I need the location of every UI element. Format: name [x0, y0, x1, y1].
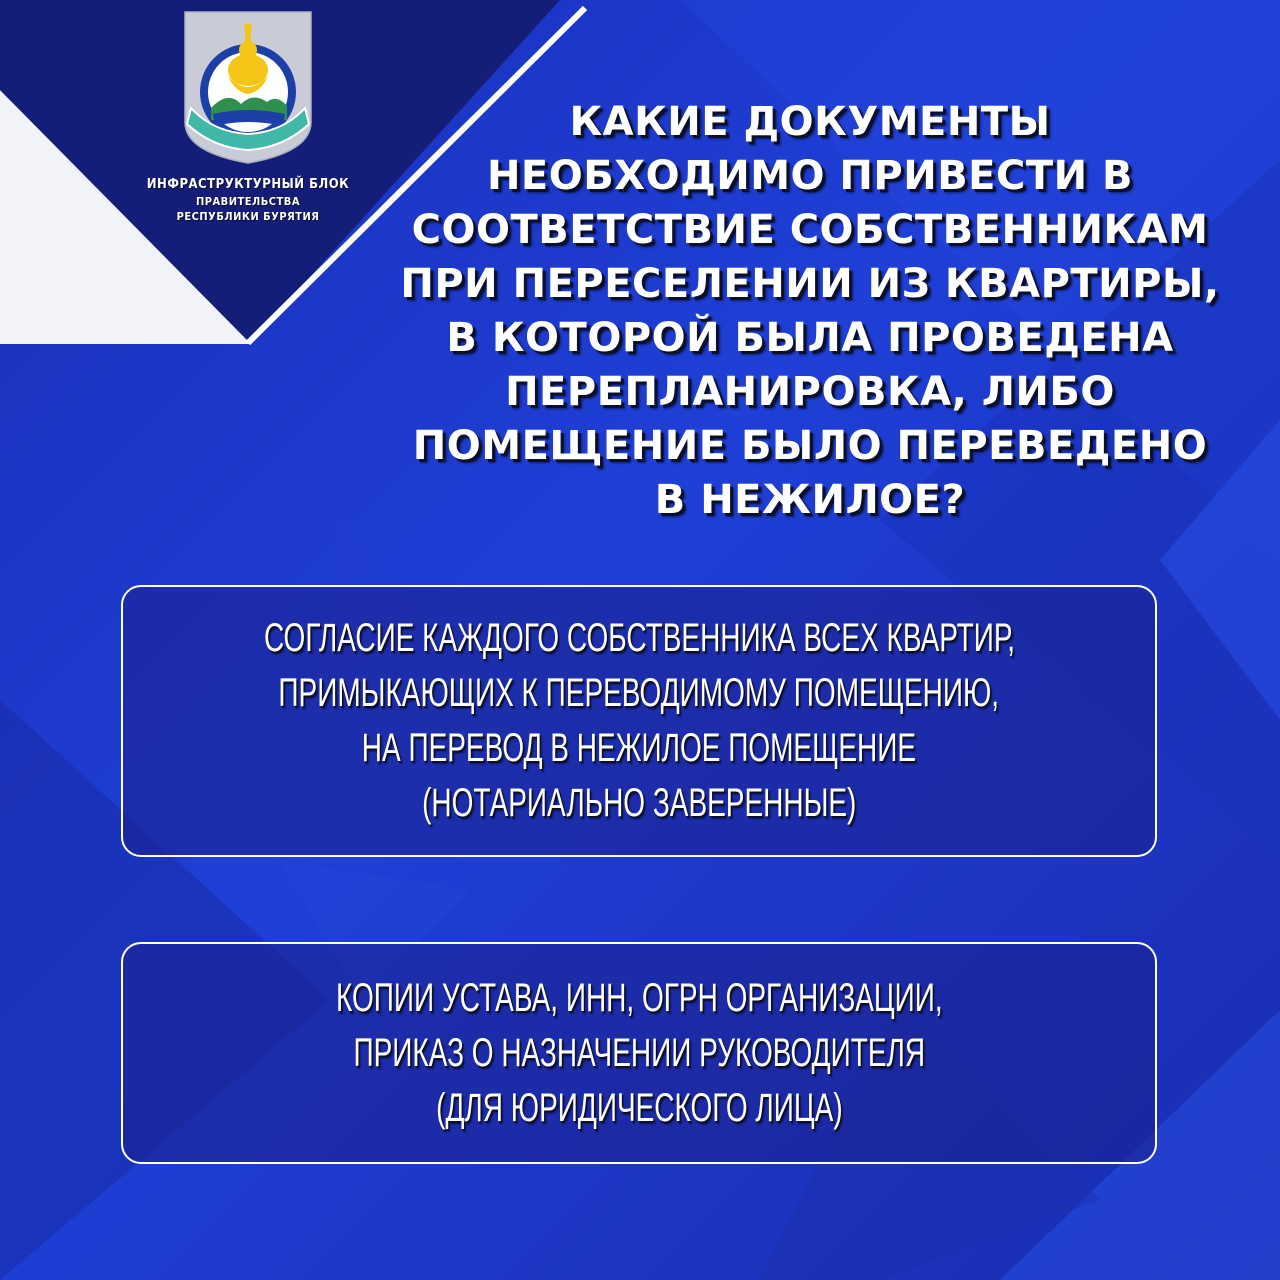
coat-of-arms-icon: [183, 10, 313, 165]
headline-line: СООТВЕТСТВИЕ СОБСТВЕННИКАМ: [411, 207, 1209, 253]
headline-line: НЕОБХОДИМО ПРИВЕСТИ В: [486, 153, 1134, 199]
headline: [380, 95, 1240, 527]
info-card-legal-entity-docs: [121, 942, 1157, 1164]
card-text-line: СОГЛАСИЕ КАЖДОГО СОБСТВЕННИКА ВСЕХ КВАРТИР,: [263, 616, 1015, 660]
info-card-owner-consent: [121, 585, 1157, 857]
card-text-line: НА ПЕРЕВОД В НЕЖИЛОЕ ПОМЕЩЕНИЕ: [361, 726, 917, 770]
headline-line: ПОМЕЩЕНИЕ БЫЛО ПЕРЕВЕДЕНО: [412, 423, 1208, 469]
headline-line: В НЕЖИЛОЕ?: [654, 477, 966, 523]
card-text-line: ПРИКАЗ О НАЗНАЧЕНИИ РУКОВОДИТЕЛЯ: [353, 1030, 925, 1075]
headline-line: ПЕРЕПЛАНИРОВКА, ЛИБО: [505, 369, 1115, 415]
organization-name: [120, 176, 376, 224]
organization-line-3: РЕСПУБЛИКИ БУРЯТИЯ: [176, 210, 320, 223]
card-text-line: КОПИИ УСТАВА, ИНН, ОГРН ОРГАНИЗАЦИИ,: [335, 975, 943, 1020]
organization-line-1: ИНФРАСТРУКТУРНЫЙ БЛОК: [146, 177, 350, 192]
organization-line-2: ПРАВИТЕЛЬСТВА: [195, 195, 300, 208]
headline-line: КАКИЕ ДОКУМЕНТЫ: [569, 99, 1051, 145]
card-text-line: (ДЛЯ ЮРИДИЧЕСКОГО ЛИЦА): [435, 1085, 843, 1130]
card-text-line: ПРИМЫКАЮЩИХ К ПЕРЕВОДИМОМУ ПОМЕЩЕНИЮ,: [278, 671, 1000, 715]
headline-line: В КОТОРОЙ БЫЛА ПРОВЕДЕНА: [446, 315, 1174, 361]
card-text-line: (НОТАРИАЛЬНО ЗАВЕРЕННЫЕ): [421, 781, 857, 825]
headline-line: ПРИ ПЕРЕСЕЛЕНИИ ИЗ КВАРТИРЫ,: [400, 261, 1220, 307]
